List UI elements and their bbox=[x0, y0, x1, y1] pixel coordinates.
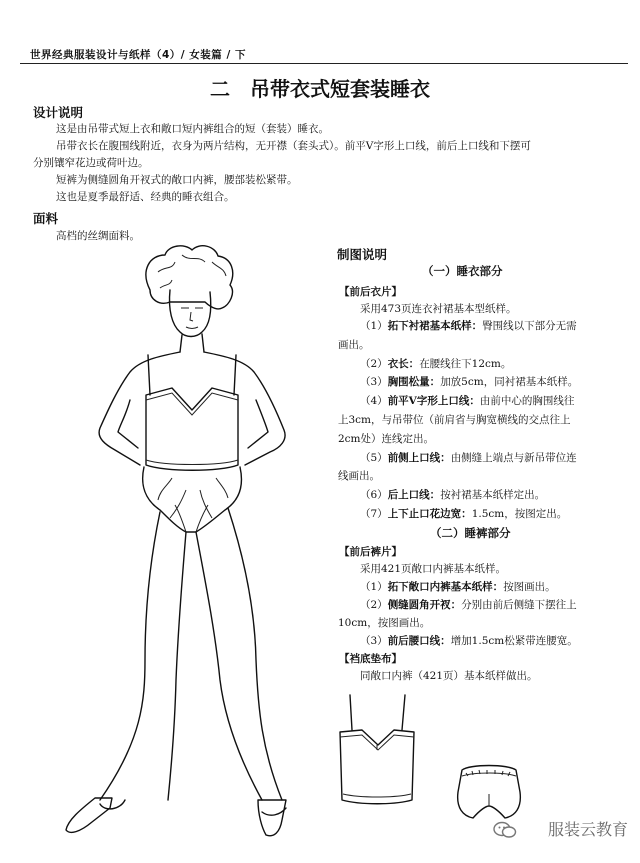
top-item-number: （4） bbox=[360, 395, 388, 408]
top-item-text: 在腰线往下12cm。 bbox=[419, 357, 512, 370]
design-heading: 设计说明 bbox=[33, 105, 84, 120]
pants-section-heading: （二）睡裤部分 bbox=[430, 526, 511, 540]
top-item-label: 后上口线： bbox=[387, 489, 441, 502]
design-line-3: 分别镶窄花边或荷叶边。 bbox=[33, 157, 149, 169]
top-item-label: 前平V字形上口线： bbox=[387, 395, 480, 408]
top-item-text: 线画出。 bbox=[338, 470, 380, 483]
design-line-4: 短裤为侧缝圆角开衩式的敞口内裤，腰部装松紧带。 bbox=[56, 174, 298, 186]
pants-item-label: 侧缝圆角开衩： bbox=[387, 599, 462, 611]
top-item-label: 衣长： bbox=[387, 357, 420, 370]
page-title: 二 吊带衣式短套装睡衣 bbox=[210, 77, 430, 101]
top-item-number: （7） bbox=[360, 508, 388, 520]
top-item-label: 拓下衬裙基本纸样： bbox=[387, 320, 483, 332]
top-item-number: （1） bbox=[360, 320, 388, 332]
design-line-5: 这也是夏季最舒适、经典的睡衣组合。 bbox=[56, 191, 235, 203]
pants-item-text: 增加1.5cm松紧带连腰宽。 bbox=[450, 635, 578, 647]
top-item-text: 画出。 bbox=[338, 338, 370, 351]
pants-item-text: 10cm，按图画出。 bbox=[338, 617, 431, 629]
top-item-text: 按衬裙基本纸样定出。 bbox=[440, 489, 546, 502]
wechat-icon bbox=[492, 820, 518, 840]
top-item-label: 上下止口花边宽： bbox=[387, 508, 472, 520]
top-item-text: 加放5cm，同衬裙基本纸样。 bbox=[440, 376, 579, 389]
pants-item-number: （2） bbox=[360, 599, 388, 611]
pants-item-text: 分别由前后侧缝下摆往上 bbox=[461, 599, 577, 611]
design-line-2: 吊带衣长在腹围线附近，衣身为两片结构，无开襟（套头式）。前平V字形上口线，前后上口线和下摆可 bbox=[56, 140, 531, 152]
top-intro: 采用473页连衣衬裙基本型纸样。 bbox=[360, 303, 517, 315]
top-piece-tag: 【前后衣片】 bbox=[339, 286, 402, 298]
pants-item-label: 拓下敞口内裤基本纸样： bbox=[387, 581, 504, 593]
pants-item-text: 按图画出。 bbox=[503, 581, 556, 593]
top-item-text: 由侧缝上端点与新吊带位连 bbox=[450, 451, 577, 464]
fabric-text: 高档的丝绸面料。 bbox=[56, 230, 140, 242]
top-item-number: （2） bbox=[360, 357, 388, 370]
drafting-heading: 制图说明 bbox=[337, 247, 388, 262]
top-item-number: （6） bbox=[360, 489, 388, 502]
top-item-text: 由前中心的胸围线往 bbox=[479, 395, 575, 408]
pants-piece-tag: 【前后裤片】 bbox=[339, 546, 402, 558]
top-item-number: （5） bbox=[360, 451, 388, 464]
top-item-text: 上3cm，与吊带位（前肩省与胸宽横线的交点往上 bbox=[338, 414, 571, 426]
crotch-text: 同敞口内裤（421页）基本纸样做出。 bbox=[360, 670, 538, 682]
top-item-text: 1.5cm，按图定出。 bbox=[471, 508, 568, 520]
pants-item-number: （3） bbox=[360, 635, 388, 647]
top-item-number: （3） bbox=[360, 376, 388, 389]
pants-item-number: （1） bbox=[360, 581, 388, 593]
top-item-label: 胸围松量： bbox=[387, 376, 441, 389]
pants-item-label: 前后腰口线： bbox=[387, 635, 451, 647]
watermark-text: 服装云教育 bbox=[547, 820, 628, 839]
design-line-1: 这是由吊带式短上衣和敞口短内裤组合的短（套装）睡衣。 bbox=[56, 123, 329, 135]
running-header: 世界经典服装设计与纸样（4）/ 女装篇 / 下 bbox=[30, 49, 246, 61]
top-item-text: 臀围线以下部分无需 bbox=[482, 320, 577, 332]
pants-intro: 采用421页敞口内裤基本纸样。 bbox=[360, 563, 507, 575]
top-section-heading: （一）睡衣部分 bbox=[422, 264, 503, 278]
crotch-tag: 【裆底垫布】 bbox=[339, 653, 402, 665]
top-item-label: 前侧上口线： bbox=[387, 451, 451, 464]
top-item-text: 2cm处）连线定出。 bbox=[338, 432, 435, 445]
fabric-heading: 面料 bbox=[33, 211, 59, 226]
